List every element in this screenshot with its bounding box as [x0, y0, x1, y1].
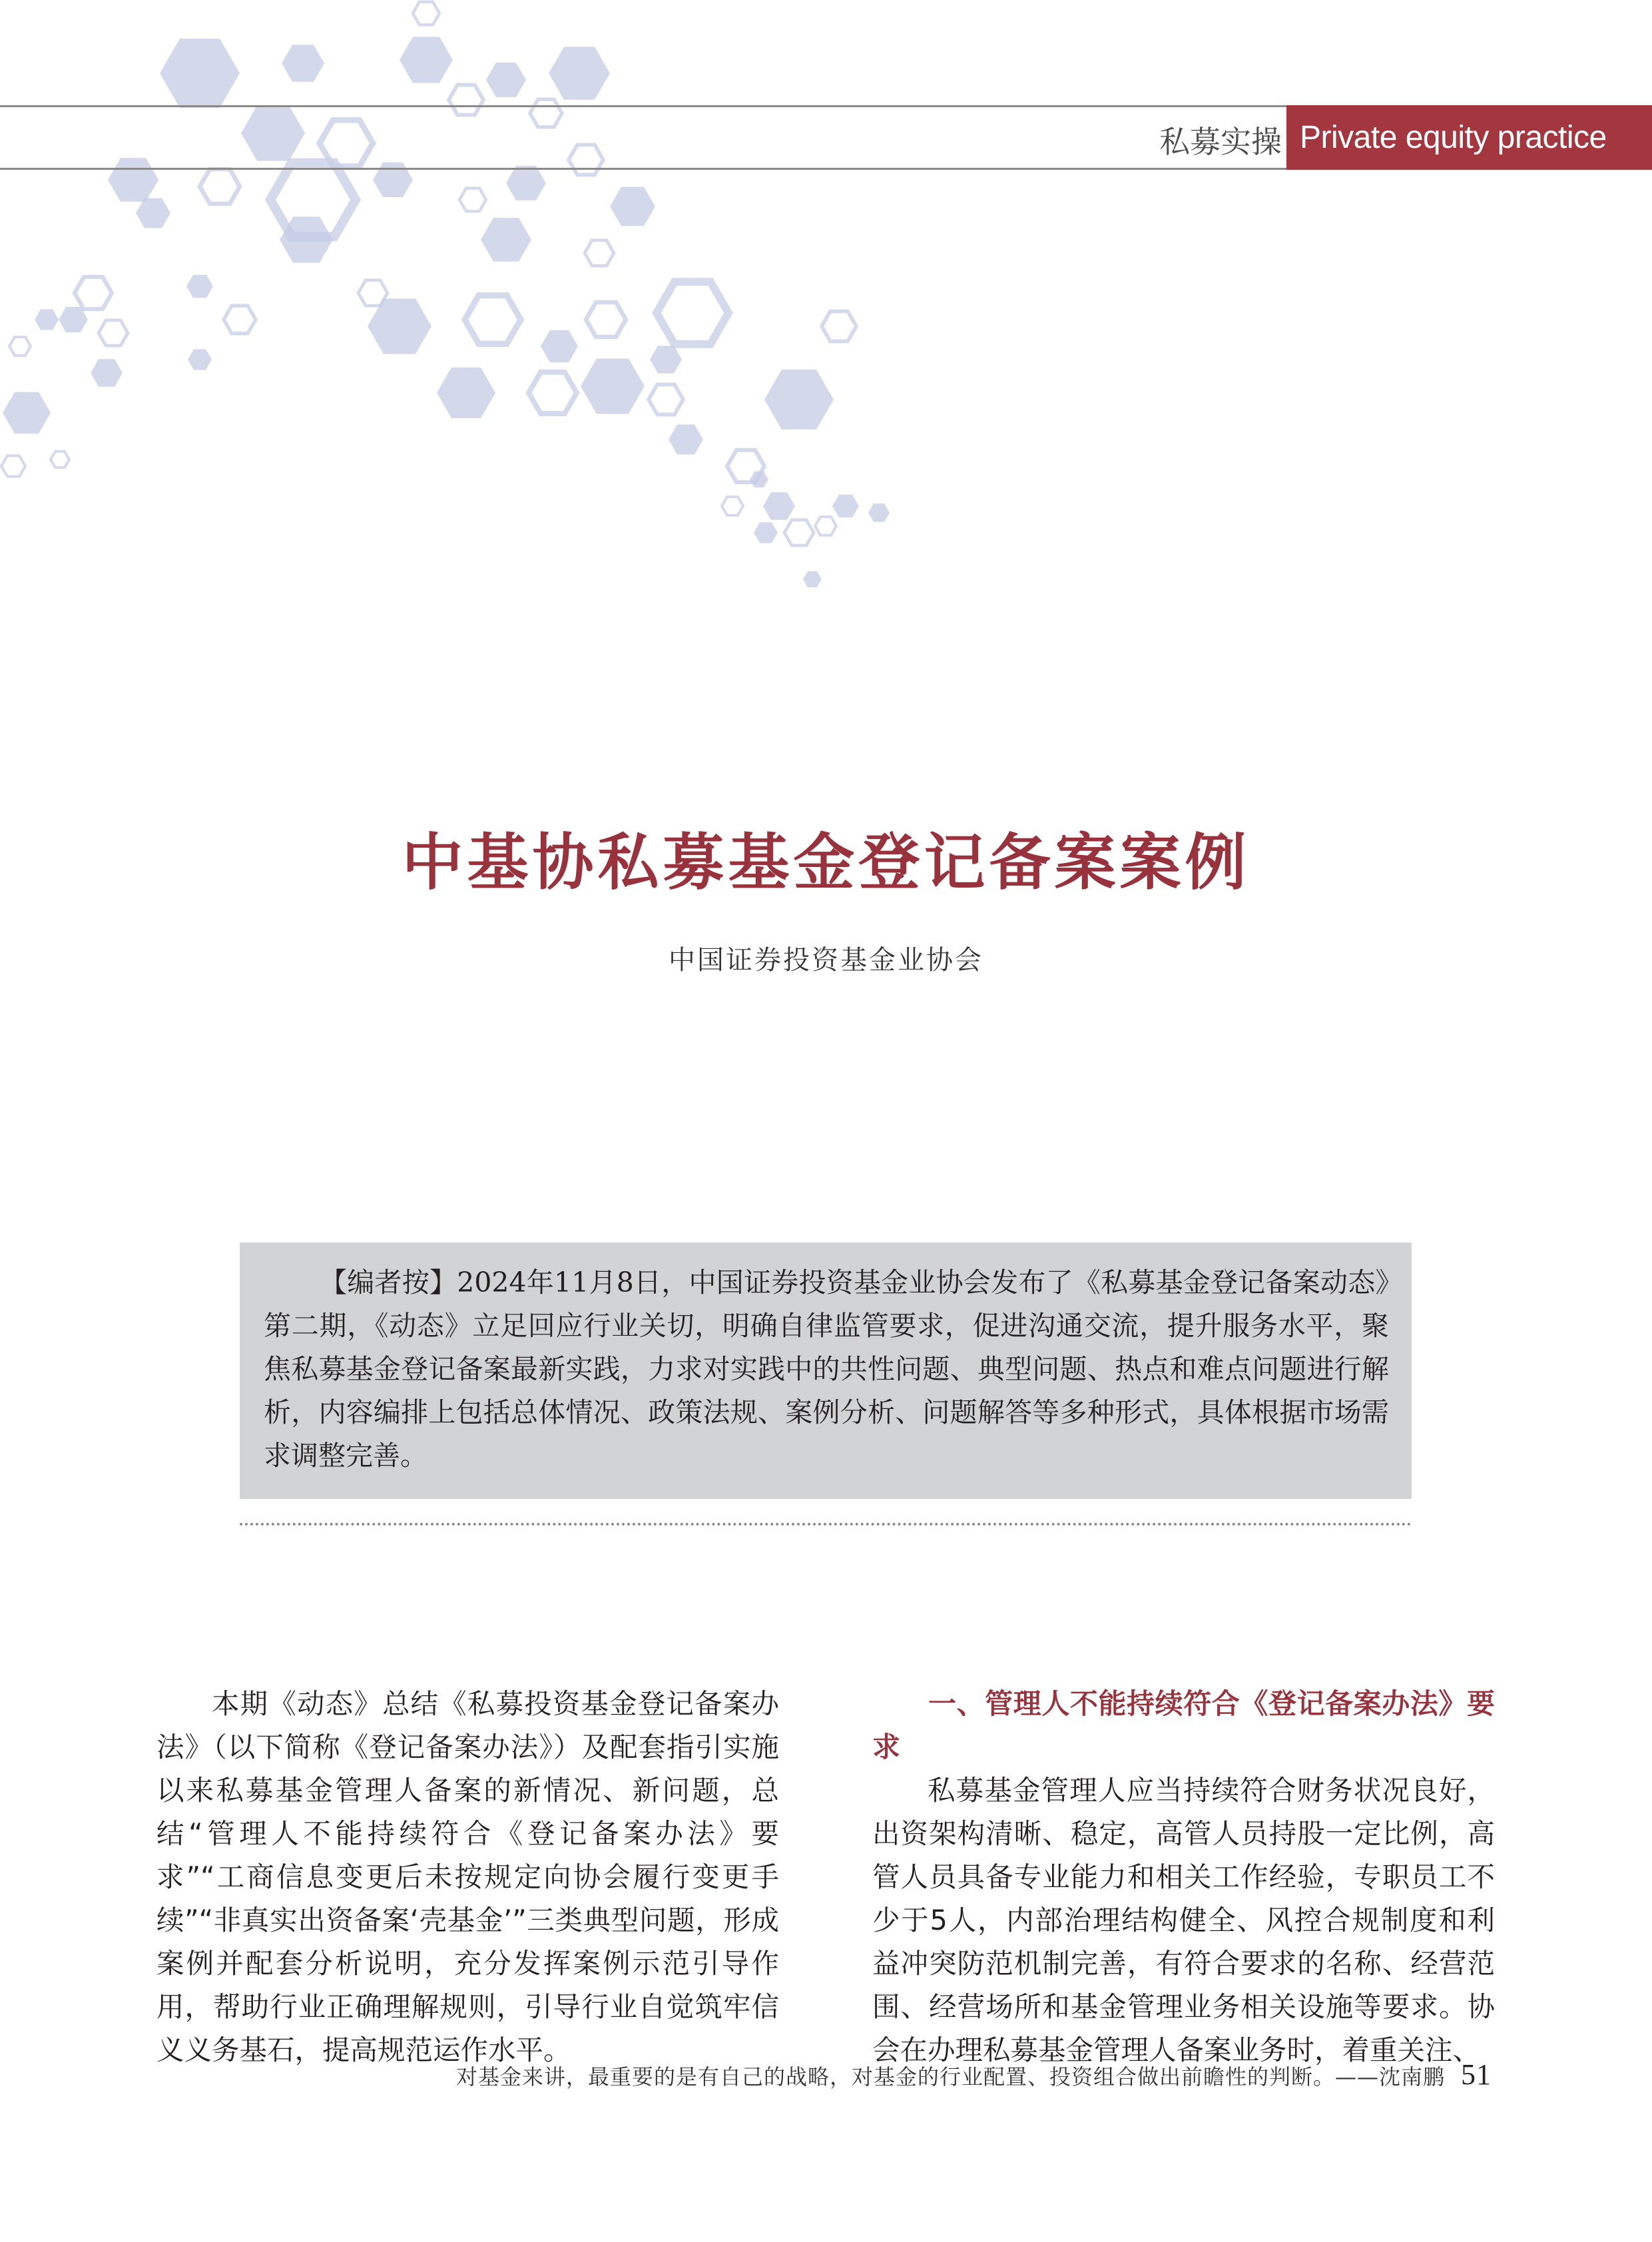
- section-label-en: Private equity practice: [1286, 105, 1652, 170]
- hexagon-shape: [486, 63, 526, 97]
- hexagon-shape: [200, 169, 240, 204]
- hexagon-shape: [529, 372, 577, 414]
- hexagon-shape: [822, 312, 856, 342]
- hexagon-shape: [569, 145, 603, 175]
- hexagon-shape: [51, 451, 69, 467]
- hexagon-shape: [803, 571, 822, 587]
- body-column-left: [156, 1682, 779, 2072]
- hexagon-decoration: [0, 0, 932, 613]
- hexagon-shape: [649, 385, 683, 415]
- hexagon-shape: [722, 497, 743, 515]
- hexagon-shape: [832, 495, 859, 518]
- hexagon-shape: [91, 359, 123, 387]
- editor-note-box: [240, 1243, 1412, 1499]
- editor-note-text: 【编者按】2024年11月8日，中国证券投资基金业协会发布了《私募基金登记备案动态》第二期，《动态》立足回应行业关切，明确自律监管要求，促进沟通交流，提升服务水平，聚焦私募基金登记备案最新实践，力求对实践中的共性问题、典型问题、热点和难点问题进行解析，内容编排上包括总体情况、政策法规、案例分析、问题解答等多种形式，具体根据市场需求调整完善。: [264, 1266, 1389, 1472]
- footer-quote: 对基金来讲，最重要的是有自己的战略，对基金的行业配置、投资组合做出前瞻性的判断。——沈南鹏: [455, 2064, 1445, 2090]
- hexagon-shape: [581, 358, 645, 414]
- hexagon-shape: [650, 346, 682, 374]
- hexagon-shape: [459, 188, 486, 212]
- header-top-rule: [0, 105, 1286, 107]
- hexagon-shape: [188, 349, 212, 370]
- hexagon-shape: [3, 392, 51, 433]
- hexagon-shape: [657, 282, 728, 344]
- hexagon-shape: [108, 158, 158, 202]
- hexagon-shape: [868, 503, 890, 522]
- hexagon-shape: [282, 45, 324, 81]
- hexagon-shape: [186, 275, 213, 298]
- hexagon-shape: [1, 455, 25, 476]
- hexagon-shape: [764, 370, 834, 429]
- hexagon-shape: [35, 309, 59, 330]
- hexagon-shape: [815, 517, 836, 535]
- hexagon-shape: [400, 37, 453, 83]
- hexagon-shape: [585, 240, 614, 266]
- hexagon-shape: [241, 105, 305, 160]
- hexagon-shape: [481, 218, 531, 262]
- hexagon-shape: [413, 2, 439, 25]
- section-paragraph: 私募基金管理人应当持续符合财务状况良好，出资架构清晰、稳定，高管人员持股一定比例，高管人员具备专业能力和相关工作经验，专职员工不少于5人，内部治理结构健全、风控合规制度和利益冲突防范机制完善，有符合要求的名称、经营范围、经营场所和基金管理业务相关设施等要求。协会在办理私募基金管理人备案业务时，着重关注、: [872, 1774, 1495, 2066]
- page-number: 51: [1461, 2058, 1492, 2091]
- intro-paragraph: 本期《动态》总结《私募投资基金登记备案办法》（以下简称《登记备案办法》）及配套指引实施以来私募基金管理人备案的新情况、新问题，总结“管理人不能持续符合《登记备案办法》要求”“工商信息变更后未按规定向协会履行变更手续”“非真实出资备案‘壳基金’”三类典型问题，形成案例并配套分析说明，充分发挥案例示范引导作用，帮助行业正确理解规则，引导行业自觉筑牢信义义务基石，提高规范运作水平。: [156, 1687, 779, 2066]
- hexagon-shape: [669, 425, 703, 455]
- page-footer: [400, 2058, 1492, 2092]
- hexagon-shape: [437, 368, 495, 418]
- hexagon-shape: [763, 492, 795, 520]
- hexagon-shape: [750, 471, 768, 487]
- article-title: 中基协私募基金登记备案案例: [402, 826, 1250, 898]
- article-author: 中国证券投资基金业协会: [669, 945, 983, 976]
- hexagon-shape: [754, 522, 778, 543]
- hexagon-shape: [99, 320, 128, 346]
- hexagon-shape: [449, 85, 483, 115]
- hexagon-shape: [784, 520, 814, 545]
- hexagon-shape: [506, 166, 546, 200]
- hexagon-shape: [136, 198, 170, 228]
- hexagon-shape: [75, 277, 112, 309]
- hexagon-shape: [224, 306, 256, 334]
- hexagon-shape: [549, 47, 610, 100]
- hexagon-shape: [530, 99, 562, 127]
- hexagon-shape: [465, 296, 521, 344]
- hexagon-shape: [160, 39, 240, 108]
- section-heading: 一、管理人不能持续符合《登记备案办法》要求: [872, 1687, 1495, 1763]
- hexagon-shape: [586, 302, 626, 337]
- dotted-divider: [240, 1523, 1412, 1526]
- header-bottom-rule: [0, 168, 1286, 170]
- section-label-zh: 私募实操: [1159, 124, 1282, 160]
- hexagon-shape: [610, 187, 655, 226]
- body-column-right: [872, 1682, 1495, 2072]
- hexagon-shape: [9, 337, 31, 356]
- hexagon-shape: [541, 330, 578, 362]
